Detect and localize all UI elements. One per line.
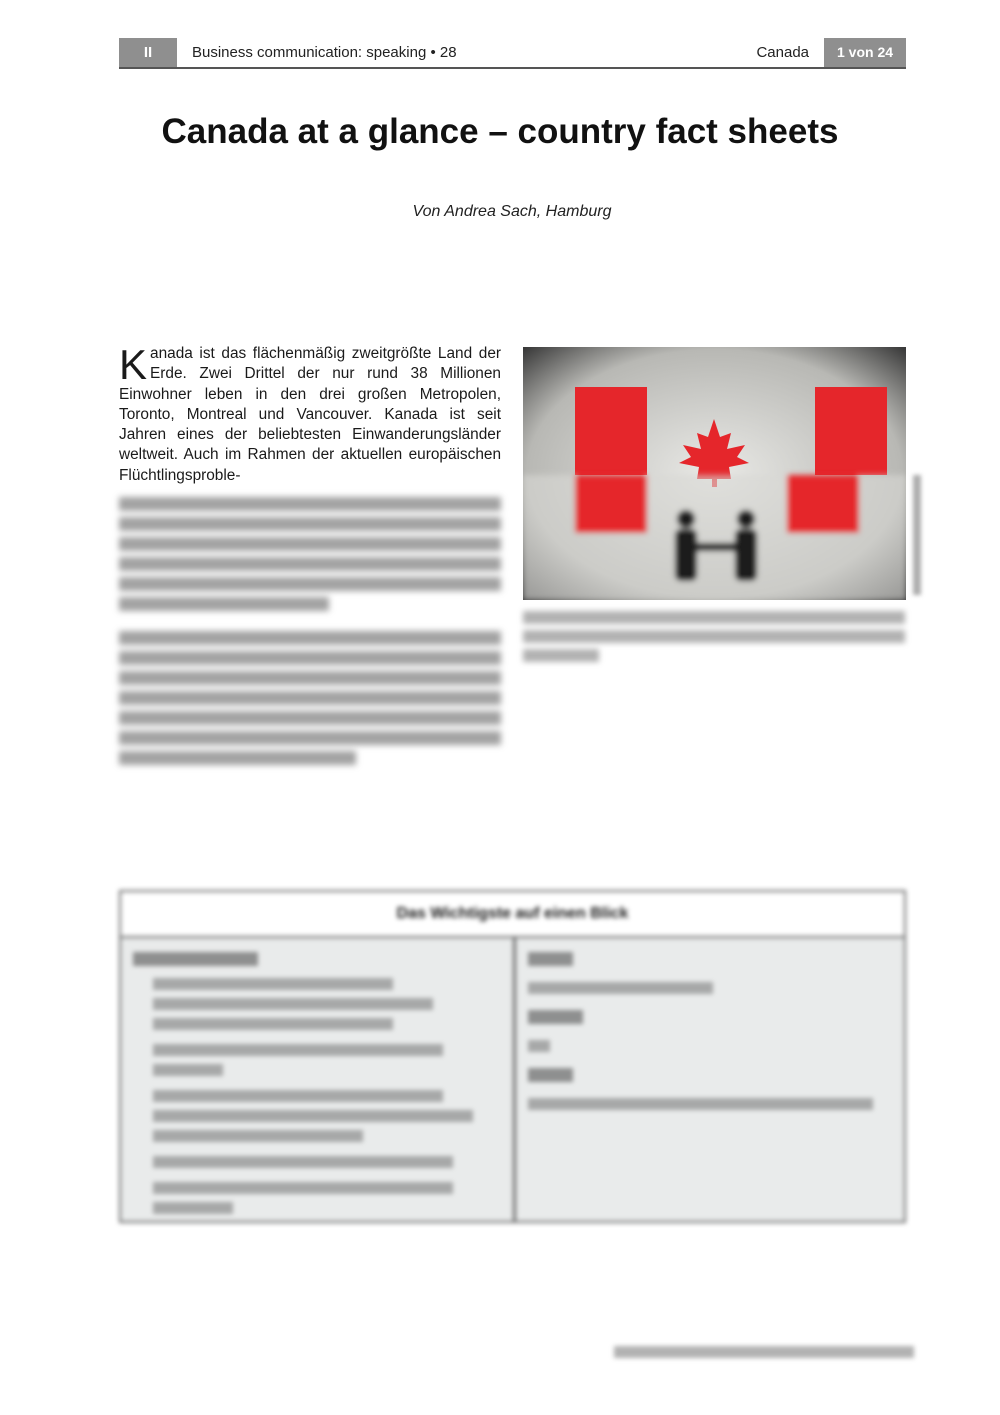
section-marker: II (119, 38, 177, 67)
author-line: Von Andrea Sach, Hamburg (412, 203, 612, 220)
page-header (119, 38, 906, 69)
canada-flag-illustration (523, 347, 906, 600)
intro-paragraph (119, 341, 501, 486)
page-footer (614, 1346, 914, 1358)
flag-photo (523, 347, 906, 600)
summary-right-column (516, 938, 904, 1221)
series-title: Business communication: speaking • 28 (192, 44, 457, 61)
page-indicator: 1 von 24 (824, 38, 906, 67)
summary-box-heading: Das Wichtigste auf einen Blick (121, 892, 904, 938)
intro-text: anada ist das flächenmäßig zweitgrößte Land der Erde. Zwei Drittel der nur rund 38 Millionen Einwohner leben in den drei großen Metropolen, Toronto, Montreal und Vancouver. Kanada ist seit Jahren eines der beliebtesten Einwanderungsländer weltweit. Auch im Rahmen der aktuellen europäischen Flüchtlingsproble- (119, 345, 501, 484)
drop-cap: K (119, 341, 148, 388)
document-title: Canada at a glance – country fact sheets (161, 112, 839, 151)
summary-left-column (121, 938, 516, 1221)
blurred-text-block (119, 493, 501, 771)
photo-credit (910, 475, 924, 600)
summary-box (119, 890, 906, 1223)
photo-caption (523, 608, 905, 668)
topic-label: Canada (756, 44, 809, 61)
